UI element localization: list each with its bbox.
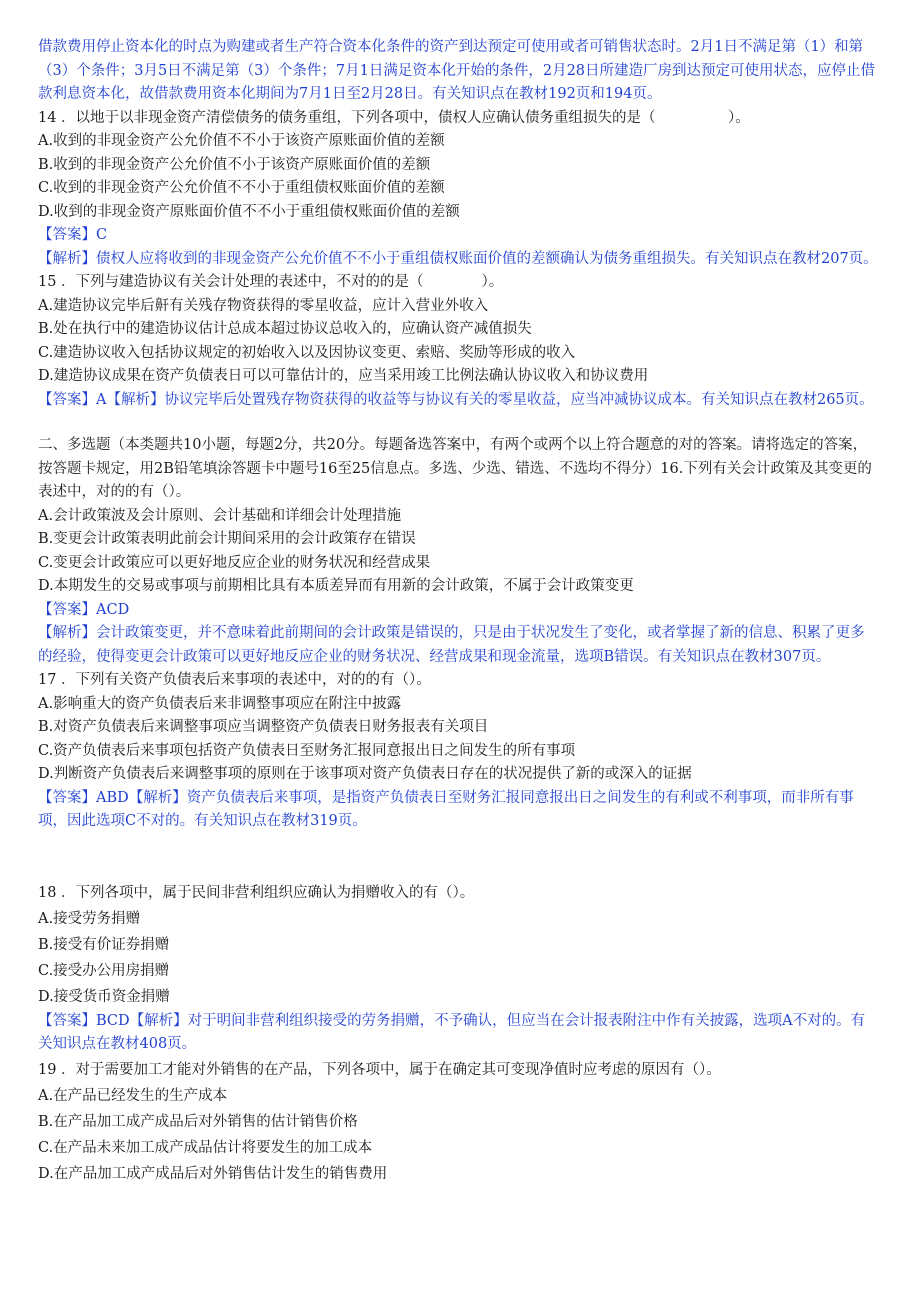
- answer-analysis-line: [38, 787, 878, 834]
- answer-value: ACD: [96, 601, 130, 618]
- option-a: A.建造协议完毕后鼾有关残存物资获得的零星收益，应计入营业外收入: [38, 297, 489, 314]
- answer-tag: 【答案】: [38, 227, 96, 243]
- analysis-tag: 【解析】: [38, 250, 96, 267]
- option-c: C.建造协议收入包括协议规定的初始收入以及因协议变更、索赔、奖励等形成的收入: [38, 344, 576, 361]
- option-b: B.变更会计政策表明此前会计期间采用的会计政策存在错误: [38, 531, 416, 547]
- option-c: C.在产品未来加工成产成品估计将要发生的加工成本: [38, 1139, 373, 1156]
- analysis-tag: 【解析】: [106, 391, 165, 408]
- option-d: D.本期发生的交易或事项与前期相比具有本质差异而有用新的会计政策，不属于会计政策变更: [38, 578, 634, 594]
- analysis-text: 对于明间非营利组织接受的劳务捐赠，不予确认，但应当在会计报表附注中作有关披露，选项A不对的。有关知识点在教材408页。: [38, 1012, 866, 1052]
- option-b: B.处在执行中的建造协议估计总成本超过协议总收入的，应确认资产减值损失: [38, 321, 532, 337]
- analysis-text: 债权人应将收到的非现金资产公允价值不不小于重组债权账面价值的差额确认为债务重组损失。有关知识点在教材207页。: [96, 250, 878, 267]
- spacer: [38, 834, 878, 880]
- option-b: B.接受有价证券捐赠: [38, 936, 170, 953]
- answer-tag: 【答案】: [38, 1012, 96, 1029]
- answer-value: ABD: [96, 789, 129, 806]
- option-b: B.在产品加工成产成品后对外销售的估计销售价格: [38, 1113, 358, 1130]
- question-18: [38, 880, 878, 1057]
- option-d: D.判断资产负债表后来调整事项的原则在于该事项对资产负债表日存在的状况提供了新的或深入的证据: [38, 766, 692, 782]
- answer-value: BCD: [96, 1012, 130, 1029]
- option-d: D.接受货币资金捐赠: [38, 988, 170, 1005]
- answer-analysis-line: [38, 1010, 878, 1057]
- option-a: A.接受劳务捐赠: [38, 910, 141, 927]
- answer-tag: 【答案】: [38, 391, 96, 408]
- answer-tag: 【答案】: [38, 601, 96, 618]
- analysis-line: [38, 622, 878, 669]
- option-b: B.对资产负债表后来调整事项应当调整资产负债表日财务报表有关项目: [38, 719, 489, 735]
- analysis-line: [38, 248, 878, 272]
- section-heading: 二、多选题（本类题共10小题，每题2分，共20分。每题备选答案中，有两个或两个以上符合题意的对的答案。请将选定的答案，按答题卡规定，用2B铅笔填涂答题卡中题号16至25信息点。多选、少选、错选、不选均不得分）16.下列有关会计政策及其变更的表述中，对的的有（）。: [38, 437, 872, 500]
- spacer: [38, 412, 878, 434]
- analysis-tag: 【解析】: [129, 1012, 188, 1029]
- question-stem: 17 ．下列有关资产负债表后来事项的表述中，对的的有（）。: [38, 672, 431, 688]
- question-14: [38, 107, 878, 272]
- option-d: D.收到的非现金资产原账面价值不不小于重组债权账面价值的差额: [38, 203, 460, 220]
- answer-line: [38, 224, 878, 248]
- option-d: D.建造协议成果在资产负债表日可以可靠估计的，应当采用竣工比例法确认协议收入和协议费用: [38, 368, 649, 384]
- analysis-text: 资产负债表后来事项，是指资产负债表日至财务汇报同意报出日之间发生的有利或不利事项，而非所有事项，因此选项C不对的。有关知识点在教材319页。: [38, 789, 854, 829]
- question-stem: 18 ．下列各项中，属于民间非营利组织应确认为捐赠收入的有（）。: [38, 884, 475, 901]
- answer-tag: 【答案】: [38, 789, 96, 806]
- option-d: D.在产品加工成产成品后对外销售估计发生的销售费用: [38, 1165, 388, 1182]
- answer-analysis-line: [38, 389, 878, 413]
- question-16: [38, 434, 878, 669]
- question-17: [38, 669, 878, 834]
- option-c: C.收到的非现金资产公允价值不不小于重组债权账面价值的差额: [38, 180, 445, 196]
- option-a: A.收到的非现金资产公允价值不不小于该资产原账面价值的差额: [38, 133, 445, 149]
- question-stem: 19 ．对于需要加工才能对外销售的在产品，下列各项中，属于在确定其可变现净值时应考虑的原因有（）。: [38, 1061, 721, 1078]
- option-a: A.在产品已经发生的生产成本: [38, 1087, 228, 1104]
- option-b: B.收到的非现金资产公允价值不小于该资产原账面价值的差额: [38, 156, 431, 173]
- option-a: A.影响重大的资产负债表后来非调整事项应在附注中披露: [38, 695, 402, 712]
- question-stem: 14 ．以地于以非现金资产清偿债务的债务重组，下列各项中，债权人应确认债务重组损失的是（ ）。: [38, 109, 750, 126]
- question-19: [38, 1057, 878, 1187]
- option-c: C.资产负债表后来事项包括资产负债表日至财务汇报同意报出日之间发生的所有事项: [38, 742, 576, 759]
- option-c: C.接受办公用房捐赠: [38, 962, 170, 979]
- analysis-tag: 【解析】: [38, 625, 96, 641]
- intro-paragraph: 借款费用停止资本化的时点为购建或者生产符合资本化条件的资产到达预定可使用或者可销售状态时。2月1日不满足第（1）和第（3）个条件；3月5日不满足第（3）个条件；7月1日满足资本化开始的条件，2月28日所建造厂房到达预定可使用状态，应停止借款利息资本化，故借款费用资本化期间为7月1日至2月28日。有关知识点在教材192页和194页。: [38, 39, 876, 102]
- question-15: [38, 271, 878, 412]
- analysis-tag: 【解析】: [128, 789, 187, 806]
- answer-line: [38, 599, 878, 623]
- answer-value: A: [96, 391, 107, 408]
- option-a: A.会计政策波及会计原则、会计基础和详细会计处理措施: [38, 507, 402, 524]
- analysis-text: 会计政策变更，并不意味着此前期间的会计政策是错误的，只是由于状况发生了变化，或者掌握了新的信息、积累了更多的经验，使得变更会计政策可以更好地反应企业的财务状况、经营成果和现金流量，选项B错误。有关知识点在教材307页。: [38, 625, 865, 665]
- option-c: C.变更会计政策应可以更好地反应企业的财务状况和经营成果: [38, 554, 431, 571]
- question-stem: 15 ．下列与建造协议有关会计处理的表述中，不对的的是（ ）。: [38, 274, 504, 290]
- analysis-text: 协议完毕后处置残存物资获得的收益等与协议有关的零星收益，应当冲减协议成本。有关知识点在教材265页。: [164, 391, 874, 408]
- answer-value: C: [96, 227, 108, 243]
